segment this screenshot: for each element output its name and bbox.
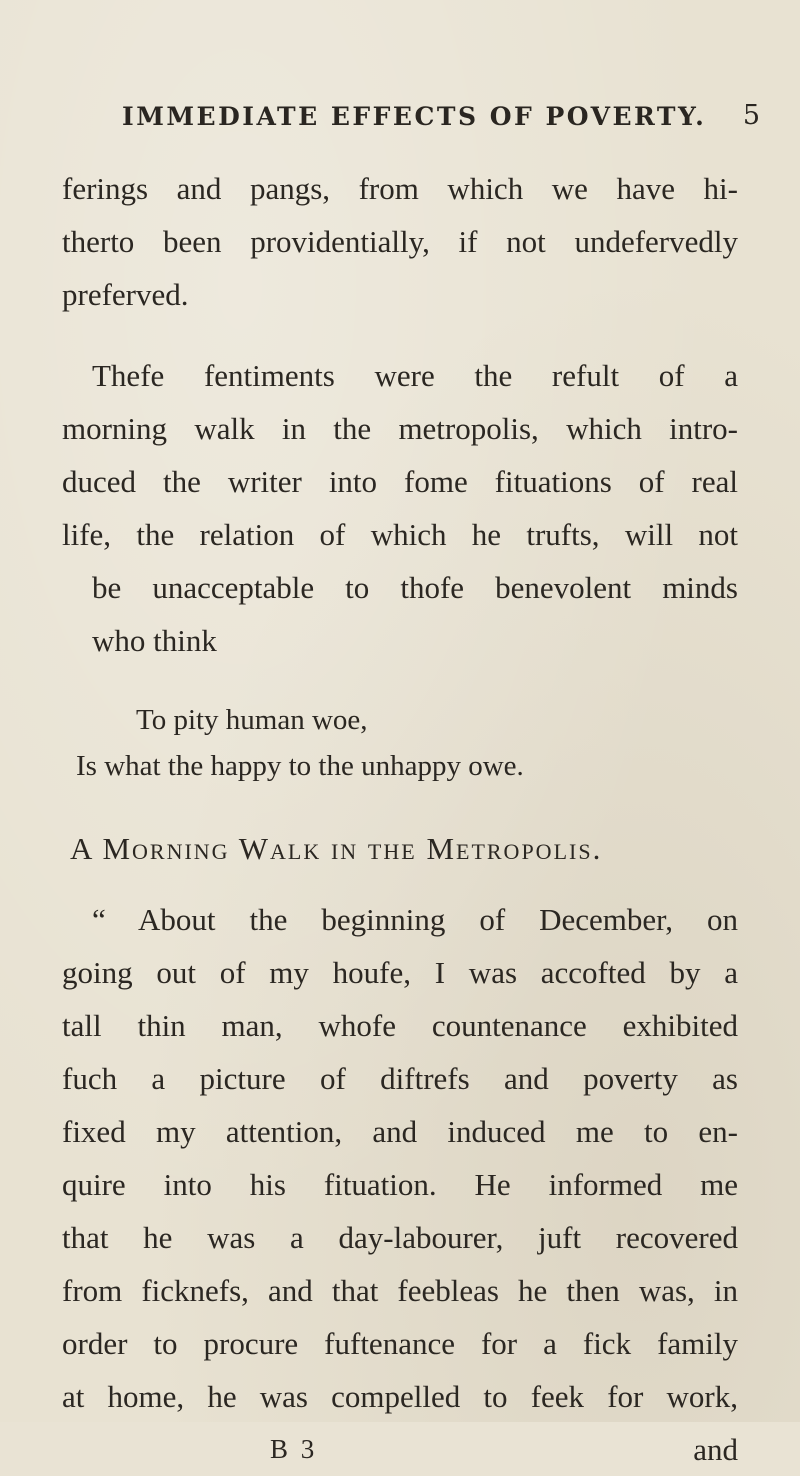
body-text (62, 162, 738, 1476)
section-heading (62, 819, 738, 879)
signature-mark: B 3 (270, 1434, 318, 1464)
text-line: at home, he was compelled to feek for work, (62, 1379, 738, 1414)
text-line: preferved. (62, 277, 189, 312)
text-line: morning walk in the metropolis, which intro- (62, 411, 738, 446)
text-line: fixed my attention, and induced me to en- (62, 1114, 738, 1149)
page-footer (62, 1423, 738, 1476)
page-number: 5 (742, 100, 760, 131)
text-line: from ficknefs, and that feebleas he then was, in (62, 1273, 738, 1308)
verse-line: Is what the happy to the unhappy owe. (76, 750, 524, 782)
section-heading-prefix: A (70, 831, 93, 866)
section-heading-text: Morning Walk in the Metropolis. (102, 831, 603, 866)
text-line: fuch a picture of diftrefs and poverty as (62, 1061, 738, 1096)
text-line: “ About the beginning of December, on (92, 902, 738, 937)
text-line: Thefe fentiments were the refult of a (92, 358, 738, 393)
catchword: and (693, 1432, 738, 1467)
running-title: IMMEDIATE EFFECTS OF POVERTY. (122, 102, 707, 131)
text-line: duced the writer into fome fituations of real (62, 464, 738, 499)
verse-quotation (62, 697, 738, 789)
paragraph-2 (62, 349, 738, 667)
text-line: order to procure fuftenance for a fick family (62, 1326, 738, 1361)
paragraph-1 (62, 162, 738, 321)
text-line: who think (92, 623, 217, 658)
running-head (60, 102, 760, 142)
text-line: tall thin man, whofe countenance exhibited (62, 1008, 738, 1043)
verse-line: To pity human woe, (136, 704, 368, 736)
text-line: that he was a day-labourer, juft recovered (62, 1220, 738, 1255)
paragraph-3 (62, 893, 738, 1423)
text-line: life, the relation of which he trufts, will not (62, 517, 738, 552)
text-line: going out of my houfe, I was accofted by a (62, 955, 738, 990)
text-line: quire into his fituation. He informed me (62, 1167, 738, 1202)
text-line: ferings and pangs, from which we have hi- (62, 171, 738, 206)
text-line: therto been providentially, if not undefervedly (62, 224, 738, 259)
text-line: be unacceptable to thofe benevolent minds (92, 570, 738, 605)
